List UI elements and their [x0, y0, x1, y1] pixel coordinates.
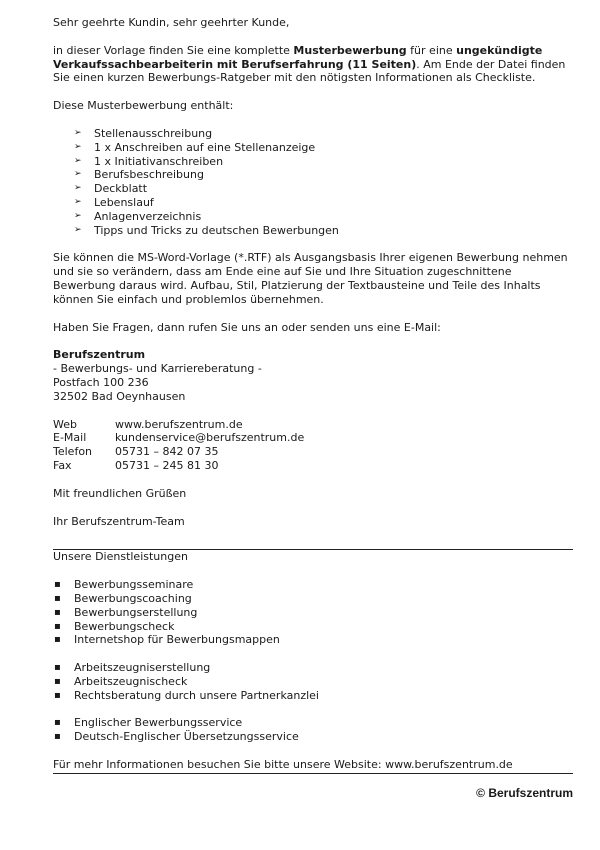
contact-row-email: E-Mail kundenservice@berufszentrum.de [53, 431, 305, 445]
phone-value: 05731 – 842 07 35 [115, 445, 219, 459]
list-item: ▪ Internetshop für Bewerbungsmappen [54, 633, 280, 647]
email-link[interactable]: kundenservice@berufszentrum.de [115, 431, 305, 445]
list-item: ➢ 1 x Anschreiben auf eine Stellenanzeige [74, 140, 316, 154]
company-address [53, 348, 573, 403]
square-bullet-icon: ▪ [54, 662, 61, 674]
square-bullet-icon: ▪ [54, 634, 61, 646]
services-list-1 [53, 578, 573, 647]
list-item: ▪ Deutsch-Englischer Übersetzungsservice [54, 730, 299, 744]
list-item: ▪ Bewerbungsseminare [54, 578, 194, 592]
services-heading: Unsere Dienstleistungen [53, 550, 188, 564]
company-name: Berufszentrum [53, 348, 146, 362]
arrow-bullet-icon: ➢ [74, 196, 82, 207]
usage-paragraph: Sie können die MS-Word-Vorlage (*.RTF) als Ausgangsbasis Ihrer eigenen Bewerbung nehmen und sie so verändern, dass am Ende eine auf Sie und Ihre Situation zugeschnittene Bewerbung daraus wird. Aufbau, Stil, Platzierung der Textbausteine und Teile des Inhalts können Sie einfach und problemlos übernehmen. [53, 251, 568, 306]
arrow-bullet-icon: ➢ [74, 155, 82, 166]
arrow-bullet-icon: ➢ [74, 169, 82, 180]
list-item: ▪ Bewerbungserstellung [54, 605, 198, 619]
list-item: ➢ Stellenausschreibung [74, 126, 213, 140]
arrow-bullet-icon: ➢ [74, 224, 82, 235]
contact-row-fax: Fax 05731 – 245 81 30 [53, 458, 219, 472]
list-item: ▪ Arbeitszeugnischeck [54, 674, 188, 688]
contact-row-web: Web www.berufszentrum.de [53, 417, 243, 431]
intro-text-2: für eine [406, 43, 457, 57]
company-city: 32502 Bad Oeynhausen [53, 389, 186, 403]
list-item: ➢ Anlagenverzeichnis [74, 209, 202, 223]
document-page [53, 16, 573, 801]
intro-text-1: in dieser Vorlage finden Sie eine komplette [53, 43, 294, 57]
fax-value: 05731 – 245 81 30 [115, 458, 219, 472]
square-bullet-icon: ▪ [54, 675, 61, 687]
list-item: ➢ Lebenslauf [74, 195, 154, 209]
square-bullet-icon: ▪ [54, 592, 61, 604]
intro-text-3: . Am Ende der Datei finden Sie einen kurzen Bewerbungs-Ratgeber mit den nötigsten Informationen als Checkliste. [53, 57, 566, 85]
copyright: © Berufszentrum [476, 785, 573, 800]
arrow-bullet-icon: ➢ [74, 210, 82, 221]
square-bullet-icon: ▪ [54, 606, 61, 618]
list-item: ▪ Bewerbungscheck [54, 619, 175, 633]
list-item: ➢ 1 x Initiativanschreiben [74, 154, 224, 168]
web-link[interactable]: www.berufszentrum.de [115, 417, 243, 431]
list-item: ➢ Tipps und Tricks zu deutschen Bewerbungen [74, 223, 339, 237]
contents-heading: Diese Musterbewerbung enthält: [53, 99, 234, 113]
list-item: ▪ Bewerbungscoaching [54, 591, 192, 605]
square-bullet-icon: ▪ [54, 731, 61, 743]
list-item: ➢ Berufsbeschreibung [74, 168, 204, 182]
list-item: ▪ Rechtsberatung durch unsere Partnerkanzlei [54, 688, 319, 702]
signature: Ihr Berufszentrum-Team [53, 514, 185, 528]
arrow-bullet-icon: ➢ [74, 127, 82, 138]
intro-paragraph [53, 44, 573, 85]
square-bullet-icon: ▪ [54, 579, 61, 591]
square-bullet-icon: ▪ [54, 717, 61, 729]
services-list-2 [53, 661, 573, 702]
questions-paragraph: Haben Sie Fragen, dann rufen Sie uns an oder senden uns eine E-Mail: [53, 320, 441, 334]
list-item: ➢ Deckblatt [74, 182, 148, 196]
arrow-bullet-icon: ➢ [74, 141, 82, 152]
intro-bold-2: ungekündigte Verkaufssachbearbeiterin mit Berufserfahrung (11 Seiten) [53, 43, 543, 71]
greeting: Sehr geehrte Kundin, sehr geehrter Kunde, [53, 16, 290, 29]
contact-row-phone: Telefon 05731 – 842 07 35 [53, 445, 219, 459]
intro-bold-1: Musterbewerbung [293, 43, 407, 57]
services-list-3 [53, 716, 573, 744]
list-item: ▪ Arbeitszeugniserstellung [54, 661, 211, 675]
closing: Mit freundlichen Grüßen [53, 486, 187, 500]
arrow-bullet-icon: ➢ [74, 183, 82, 194]
contact-table [53, 418, 573, 473]
company-tagline: - Bewerbungs- und Karriereberatung - [53, 362, 262, 376]
footer-website-text: Für mehr Informationen besuchen Sie bitte unsere Website: www.berufszentrum.de [53, 758, 513, 772]
contents-list [53, 127, 573, 237]
list-item: ▪ Englischer Bewerbungsservice [54, 716, 243, 730]
square-bullet-icon: ▪ [54, 620, 61, 632]
square-bullet-icon: ▪ [54, 689, 61, 701]
company-street: Postfach 100 236 [53, 375, 149, 389]
